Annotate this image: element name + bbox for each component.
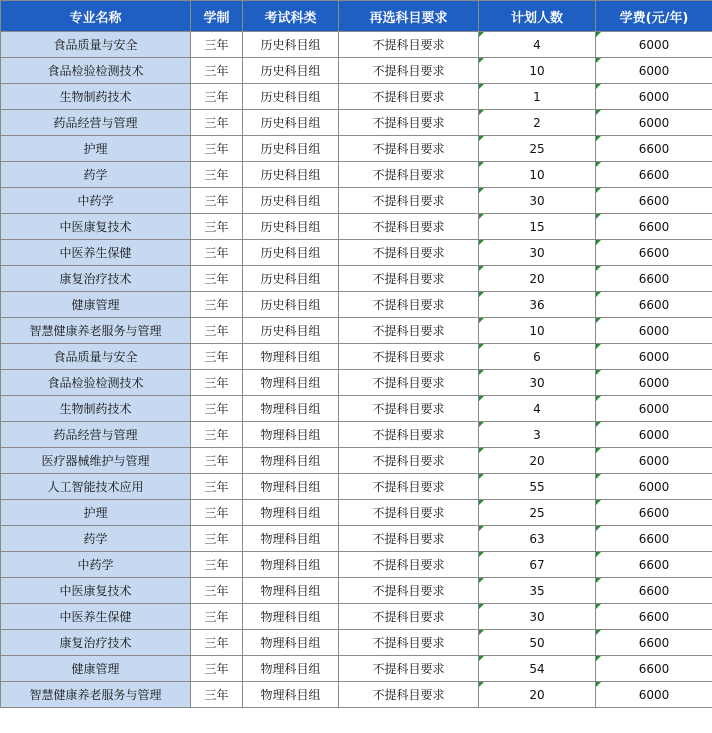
table-row [1,604,712,630]
cell-major: 医疗器械维护与管理 [1,448,191,474]
cell-requirement: 不提科目要求 [339,448,479,474]
cell-plan: 6 [479,344,596,370]
cell-fee: 6000 [596,448,712,474]
cell-category: 物理科目组 [243,370,339,396]
cell-major: 健康管理 [1,292,191,318]
cell-category: 历史科目组 [243,188,339,214]
cell-plan: 20 [479,682,596,708]
cell-category: 物理科目组 [243,474,339,500]
cell-years: 三年 [191,318,243,344]
cell-plan: 10 [479,58,596,84]
cell-plan: 25 [479,136,596,162]
cell-fee: 6600 [596,214,712,240]
cell-requirement: 不提科目要求 [339,84,479,110]
cell-category: 物理科目组 [243,578,339,604]
cell-years: 三年 [191,136,243,162]
cell-fee: 6600 [596,240,712,266]
cell-fee: 6600 [596,188,712,214]
cell-category: 历史科目组 [243,318,339,344]
table-row [1,682,712,708]
cell-major: 药学 [1,162,191,188]
cell-fee: 6600 [596,292,712,318]
cell-fee: 6000 [596,396,712,422]
table-row [1,110,712,136]
cell-category: 物理科目组 [243,604,339,630]
cell-category: 物理科目组 [243,656,339,682]
cell-plan: 2 [479,110,596,136]
cell-years: 三年 [191,448,243,474]
cell-plan: 63 [479,526,596,552]
header-requirement: 再选科目要求 [339,1,479,32]
header-fee: 学费(元/年) [596,1,712,32]
cell-category: 历史科目组 [243,84,339,110]
cell-years: 三年 [191,474,243,500]
cell-years: 三年 [191,58,243,84]
table-row [1,318,712,344]
table-row [1,32,712,58]
cell-requirement: 不提科目要求 [339,396,479,422]
cell-years: 三年 [191,578,243,604]
cell-years: 三年 [191,422,243,448]
cell-major: 护理 [1,136,191,162]
cell-major: 食品质量与安全 [1,344,191,370]
cell-fee: 6600 [596,526,712,552]
cell-fee: 6600 [596,630,712,656]
cell-plan: 54 [479,656,596,682]
cell-category: 物理科目组 [243,396,339,422]
cell-category: 历史科目组 [243,58,339,84]
table-row [1,396,712,422]
cell-plan: 55 [479,474,596,500]
cell-years: 三年 [191,110,243,136]
cell-years: 三年 [191,240,243,266]
table-row [1,84,712,110]
cell-category: 物理科目组 [243,552,339,578]
cell-fee: 6000 [596,474,712,500]
cell-requirement: 不提科目要求 [339,344,479,370]
cell-years: 三年 [191,656,243,682]
table-body [1,32,712,708]
cell-requirement: 不提科目要求 [339,136,479,162]
header-category: 考试科类 [243,1,339,32]
cell-plan: 10 [479,318,596,344]
table-row [1,448,712,474]
cell-major: 护理 [1,500,191,526]
cell-plan: 4 [479,32,596,58]
cell-category: 物理科目组 [243,630,339,656]
cell-years: 三年 [191,630,243,656]
cell-requirement: 不提科目要求 [339,162,479,188]
cell-plan: 25 [479,500,596,526]
table-row [1,136,712,162]
cell-requirement: 不提科目要求 [339,474,479,500]
cell-category: 物理科目组 [243,448,339,474]
cell-plan: 35 [479,578,596,604]
table-row [1,500,712,526]
table-row [1,552,712,578]
cell-category: 历史科目组 [243,32,339,58]
cell-category: 历史科目组 [243,214,339,240]
cell-category: 历史科目组 [243,110,339,136]
cell-requirement: 不提科目要求 [339,526,479,552]
cell-plan: 30 [479,240,596,266]
cell-major: 药品经营与管理 [1,110,191,136]
cell-years: 三年 [191,292,243,318]
cell-major: 中医养生保健 [1,604,191,630]
cell-years: 三年 [191,266,243,292]
cell-requirement: 不提科目要求 [339,604,479,630]
cell-major: 智慧健康养老服务与管理 [1,318,191,344]
cell-major: 药学 [1,526,191,552]
cell-fee: 6000 [596,84,712,110]
cell-plan: 67 [479,552,596,578]
table-row [1,370,712,396]
cell-requirement: 不提科目要求 [339,318,479,344]
table-row [1,266,712,292]
header-row [1,1,712,32]
table-row [1,526,712,552]
cell-major: 食品检验检测技术 [1,370,191,396]
cell-plan: 30 [479,604,596,630]
cell-fee: 6000 [596,110,712,136]
cell-fee: 6000 [596,318,712,344]
cell-plan: 36 [479,292,596,318]
cell-fee: 6600 [596,578,712,604]
cell-fee: 6600 [596,266,712,292]
cell-fee: 6600 [596,656,712,682]
cell-years: 三年 [191,500,243,526]
cell-requirement: 不提科目要求 [339,58,479,84]
table-row [1,656,712,682]
header-years: 学制 [191,1,243,32]
cell-requirement: 不提科目要求 [339,370,479,396]
cell-major: 生物制药技术 [1,396,191,422]
cell-major: 中药学 [1,188,191,214]
cell-plan: 50 [479,630,596,656]
cell-category: 物理科目组 [243,422,339,448]
cell-fee: 6600 [596,136,712,162]
table-row [1,292,712,318]
cell-plan: 30 [479,370,596,396]
cell-years: 三年 [191,604,243,630]
header-major: 专业名称 [1,1,191,32]
cell-years: 三年 [191,84,243,110]
cell-category: 历史科目组 [243,266,339,292]
cell-major: 药品经营与管理 [1,422,191,448]
table-row [1,630,712,656]
cell-category: 物理科目组 [243,344,339,370]
cell-major: 康复治疗技术 [1,266,191,292]
cell-category: 历史科目组 [243,162,339,188]
table-row [1,344,712,370]
cell-plan: 4 [479,396,596,422]
cell-fee: 6000 [596,370,712,396]
cell-years: 三年 [191,396,243,422]
cell-years: 三年 [191,370,243,396]
cell-major: 中药学 [1,552,191,578]
cell-requirement: 不提科目要求 [339,110,479,136]
cell-years: 三年 [191,344,243,370]
cell-major: 中医养生保健 [1,240,191,266]
table-row [1,162,712,188]
cell-plan: 20 [479,266,596,292]
cell-major: 康复治疗技术 [1,630,191,656]
cell-fee: 6000 [596,32,712,58]
cell-requirement: 不提科目要求 [339,422,479,448]
cell-requirement: 不提科目要求 [339,656,479,682]
cell-years: 三年 [191,526,243,552]
cell-major: 食品检验检测技术 [1,58,191,84]
cell-major: 中医康复技术 [1,578,191,604]
cell-plan: 20 [479,448,596,474]
cell-major: 生物制药技术 [1,84,191,110]
cell-fee: 6600 [596,604,712,630]
header-plan: 计划人数 [479,1,596,32]
table-row [1,422,712,448]
cell-plan: 3 [479,422,596,448]
cell-plan: 15 [479,214,596,240]
cell-fee: 6000 [596,422,712,448]
cell-requirement: 不提科目要求 [339,292,479,318]
cell-requirement: 不提科目要求 [339,552,479,578]
cell-years: 三年 [191,188,243,214]
cell-fee: 6600 [596,500,712,526]
table-row [1,578,712,604]
cell-plan: 30 [479,188,596,214]
table-row [1,214,712,240]
table-row [1,58,712,84]
cell-category: 物理科目组 [243,526,339,552]
cell-plan: 1 [479,84,596,110]
cell-category: 历史科目组 [243,240,339,266]
cell-fee: 6000 [596,682,712,708]
cell-fee: 6000 [596,344,712,370]
cell-requirement: 不提科目要求 [339,682,479,708]
cell-requirement: 不提科目要求 [339,214,479,240]
cell-major: 智慧健康养老服务与管理 [1,682,191,708]
cell-major: 健康管理 [1,656,191,682]
table-row [1,188,712,214]
cell-fee: 6600 [596,162,712,188]
cell-plan: 10 [479,162,596,188]
cell-major: 人工智能技术应用 [1,474,191,500]
table-row [1,474,712,500]
cell-requirement: 不提科目要求 [339,578,479,604]
cell-fee: 6600 [596,552,712,578]
cell-years: 三年 [191,552,243,578]
cell-requirement: 不提科目要求 [339,188,479,214]
cell-years: 三年 [191,162,243,188]
cell-category: 历史科目组 [243,292,339,318]
cell-category: 历史科目组 [243,136,339,162]
cell-fee: 6000 [596,58,712,84]
cell-major: 中医康复技术 [1,214,191,240]
cell-requirement: 不提科目要求 [339,630,479,656]
cell-requirement: 不提科目要求 [339,240,479,266]
cell-requirement: 不提科目要求 [339,500,479,526]
cell-years: 三年 [191,682,243,708]
cell-years: 三年 [191,32,243,58]
cell-requirement: 不提科目要求 [339,266,479,292]
cell-major: 食品质量与安全 [1,32,191,58]
table-row [1,240,712,266]
cell-requirement: 不提科目要求 [339,32,479,58]
cell-category: 物理科目组 [243,682,339,708]
cell-years: 三年 [191,214,243,240]
cell-category: 物理科目组 [243,500,339,526]
